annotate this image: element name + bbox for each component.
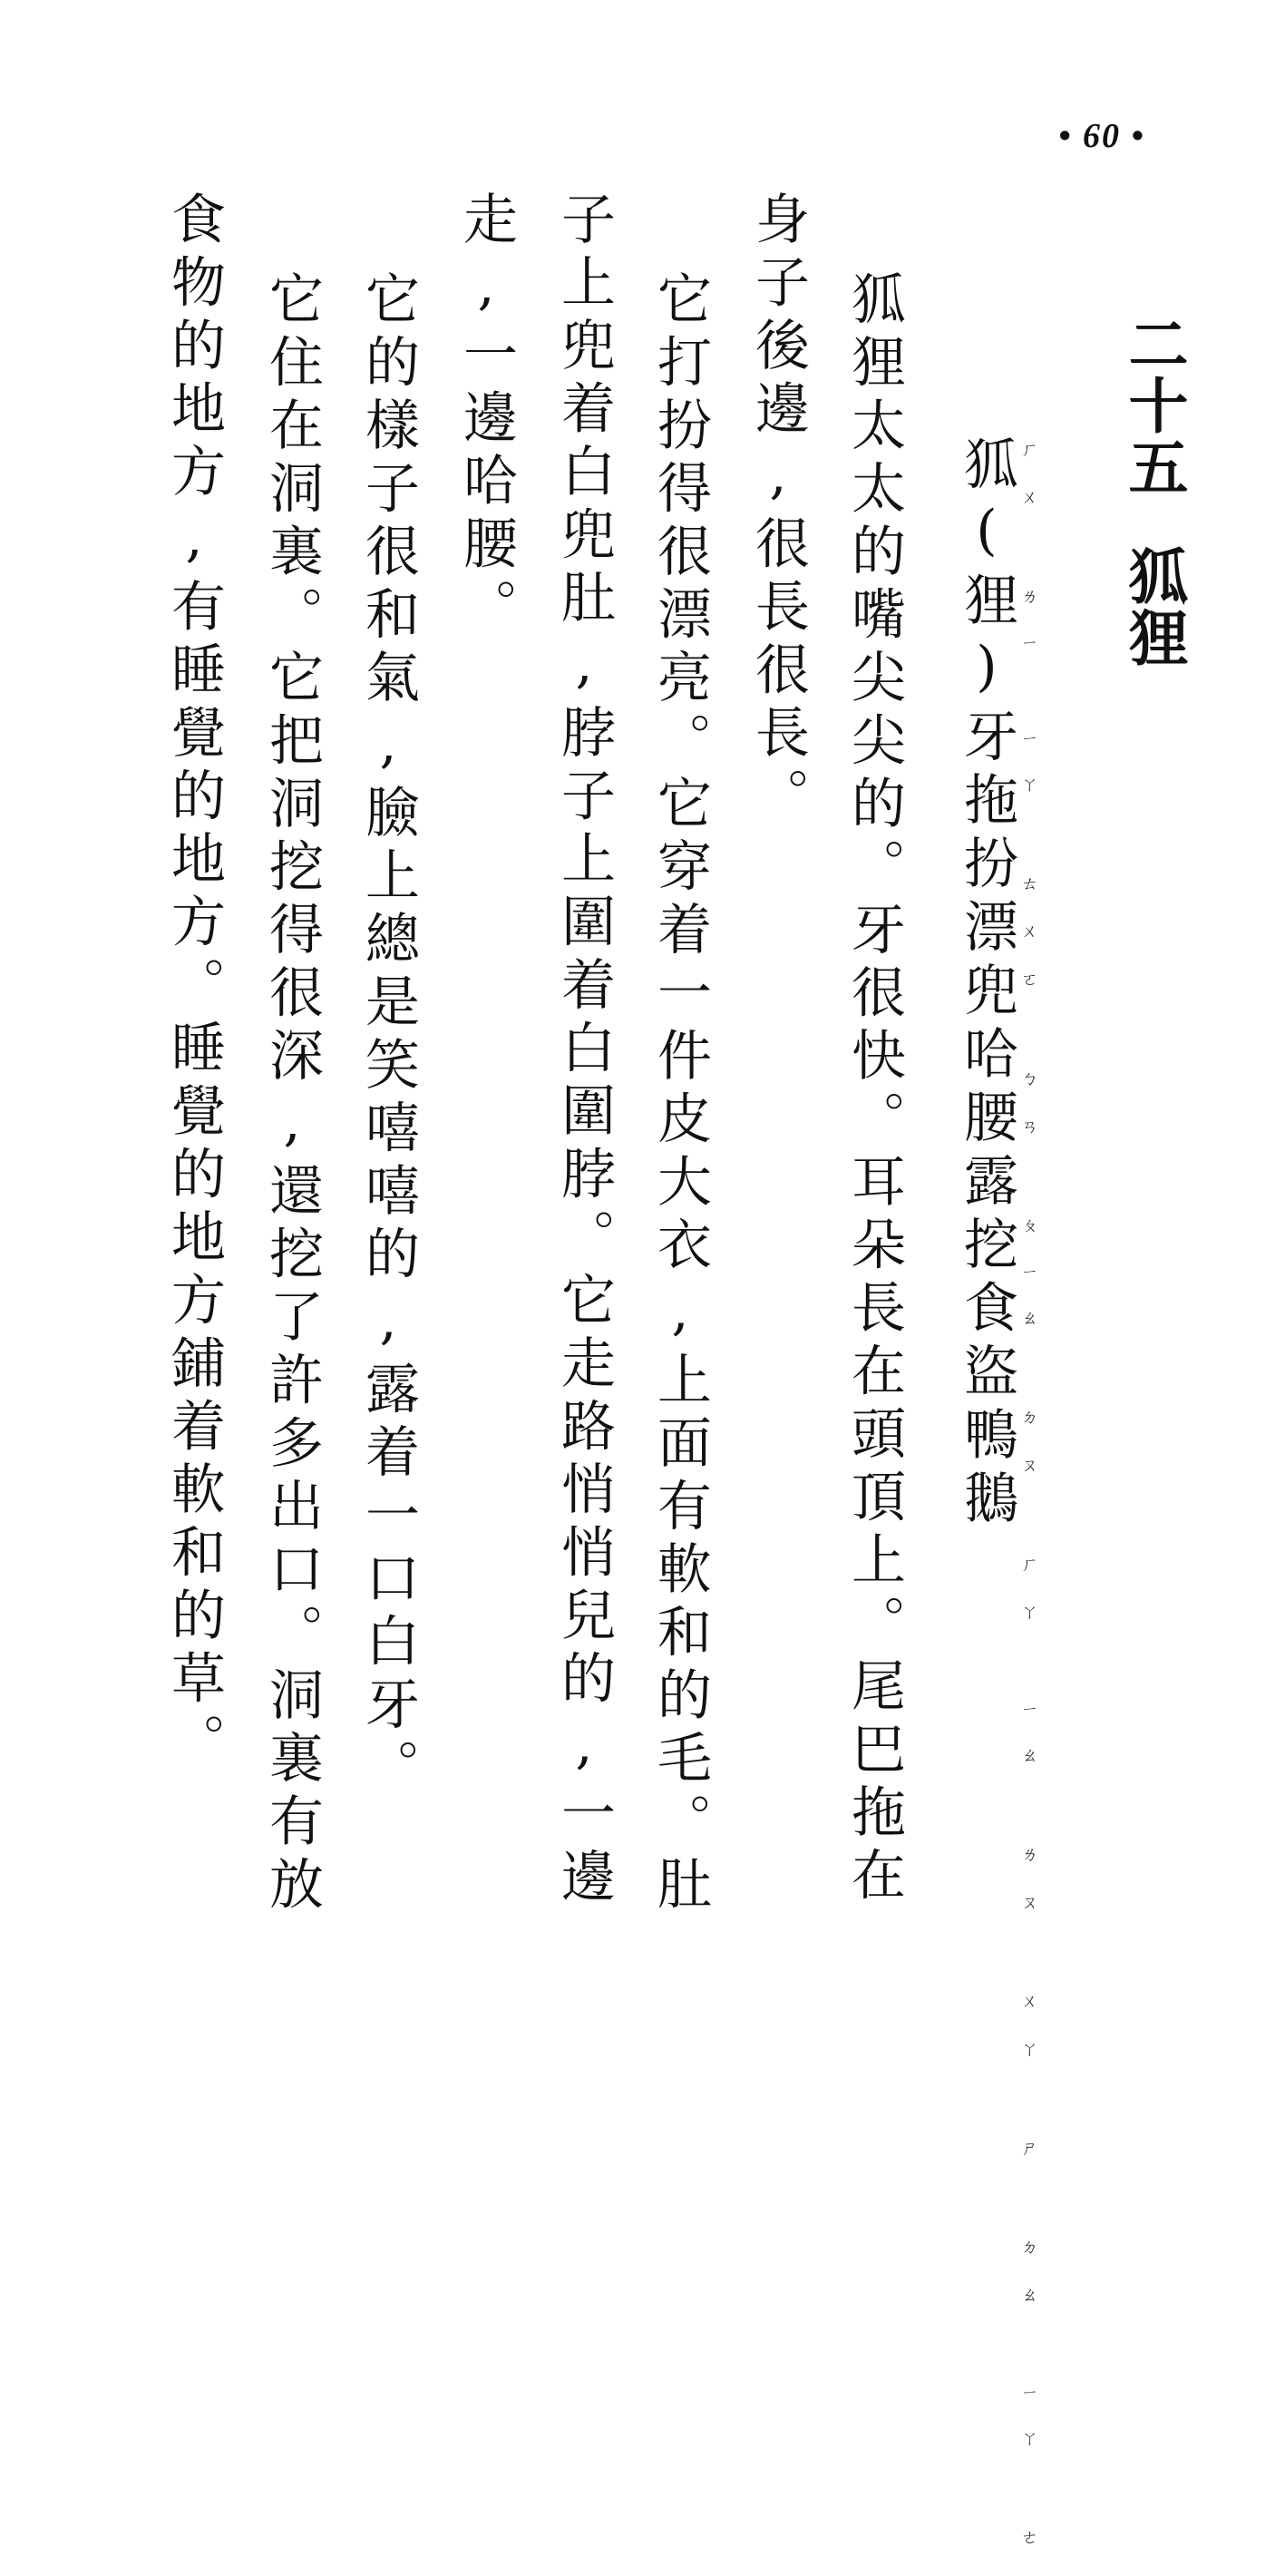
body-column: 子上兜着白兜肚,脖子上圍着白圍脖。它走路悄悄兒的,一邊 xyxy=(552,190,616,1911)
chapter-heading xyxy=(1118,313,1188,668)
vocabulary-list: 狐(狸)牙拖扮漂兜哈腰露挖食盜鴨鵝 xyxy=(955,435,1018,1533)
page-number: • 60 • xyxy=(1058,117,1145,155)
body-column: 它打扮得很漂亮。它穿着一件皮大衣,上面有軟和的毛。肚 xyxy=(648,270,712,1918)
body-column: 它住在洞裏。它把洞挖得很深,還挖了許多出口。洞裏有放 xyxy=(260,270,324,1918)
body-column: 食物的地方,有睡覺的地方。睡覺的地方鋪着軟和的草。 xyxy=(162,190,226,1776)
body-column: 走,一邊哈腰。 xyxy=(454,190,518,641)
chapter-number: 二十五 xyxy=(1118,313,1188,498)
body-column: 它的樣子很和氣,臉上總是笑嘻嘻的,露着一口白牙。 xyxy=(356,270,420,1801)
body-column: 身子後邊,很長很長。 xyxy=(746,190,810,830)
body-column: 狐狸太太的嘴尖尖的。牙很快。耳朵長在頭頂上。尾巴拖在 xyxy=(842,270,906,1909)
vocabulary-phonetics: ㄏㄨ ㄌㄧ ㄧㄚ ㄊㄨㄛ ㄅㄢ ㄆㄧㄠ ㄉㄡ ㄏㄚ ㄧㄠ ㄌㄡ ㄨㄚ ㄕ ㄉㄠ ㄧㄚ ㄜ xyxy=(1018,440,1038,2576)
chapter-title: 狐狸 xyxy=(1118,545,1188,668)
